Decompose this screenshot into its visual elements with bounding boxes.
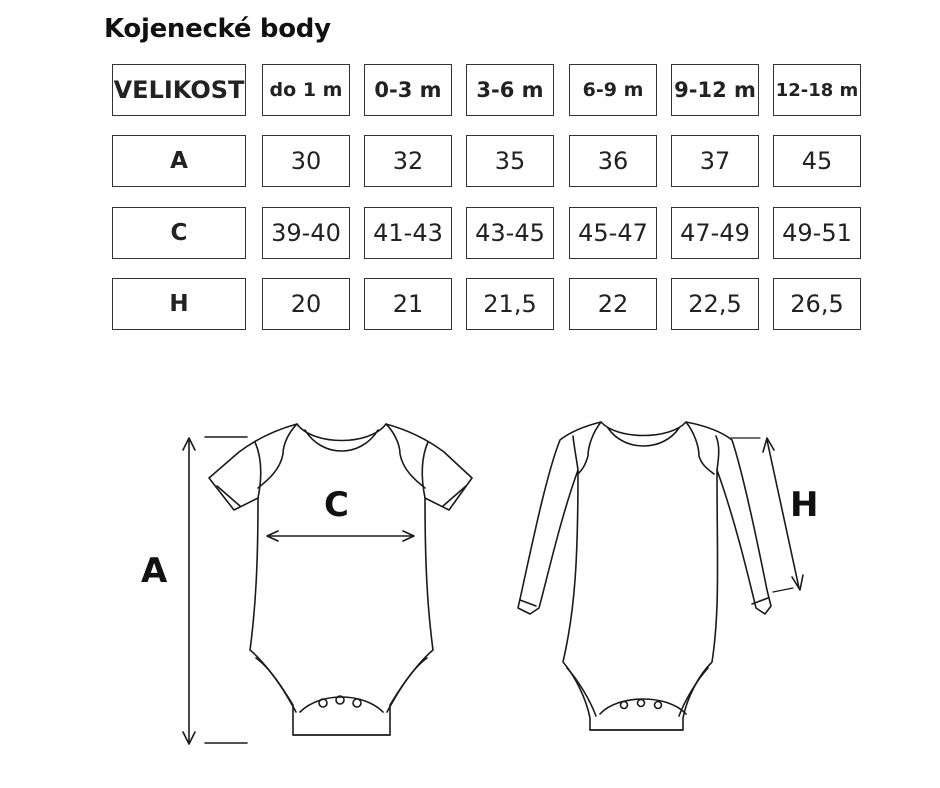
table-cell: 26,5 [773, 278, 861, 330]
measure-label-a: A [141, 551, 168, 591]
short-sleeve-shoulder-flap-right [386, 424, 425, 488]
short-sleeve-leg-trim-left [256, 658, 296, 712]
long-sleeve-seam-right [716, 436, 719, 470]
table-cell: 41-43 [364, 207, 452, 259]
long-sleeve-seam-left [573, 436, 578, 470]
header-cell-size: 9-12 m [671, 64, 759, 116]
table-cell: 22 [569, 278, 657, 330]
short-sleeve-leg-trim-right [387, 658, 427, 712]
header-cell-size: do 1 m [262, 64, 350, 116]
long-sleeve-shoulder-flap-left [578, 422, 601, 474]
table-cell: 45-47 [569, 207, 657, 259]
table-cell: 39-40 [262, 207, 350, 259]
short-sleeve-bodysuit-illustration [209, 424, 472, 735]
table-cell: 30 [262, 135, 350, 187]
row-label-h: H [112, 278, 246, 330]
snap-button [655, 702, 662, 709]
long-sleeve-body-outline [518, 422, 771, 730]
table-cell: 45 [773, 135, 861, 187]
long-sleeve-neck-trim [608, 428, 679, 446]
long-sleeve-leg-trim-right [679, 668, 708, 716]
table-cell: 36 [569, 135, 657, 187]
short-sleeve-shoulder-flap-left [258, 424, 297, 488]
snap-button [621, 702, 628, 709]
short-sleeve-seam-right [422, 442, 428, 498]
table-cell: 35 [466, 135, 554, 187]
snap-button [319, 699, 327, 707]
table-cell: 20 [262, 278, 350, 330]
snap-button [638, 700, 645, 707]
header-cell-size: 0-3 m [364, 64, 452, 116]
snap-button [353, 699, 361, 707]
header-cell-size: 12-18 m [773, 64, 861, 116]
table-cell: 21 [364, 278, 452, 330]
table-cell: 32 [364, 135, 452, 187]
table-cell: 43-45 [466, 207, 554, 259]
long-sleeve-bodysuit-illustration [518, 422, 771, 730]
measure-label-c: C [324, 485, 349, 525]
table-cell: 49-51 [773, 207, 861, 259]
short-sleeve-body-outline [209, 424, 472, 735]
short-sleeve-seam-left [255, 442, 261, 498]
row-label-a: A [112, 135, 246, 187]
table-cell: 21,5 [466, 278, 554, 330]
measure-c-arrow [267, 531, 414, 541]
header-cell-size: 6-9 m [569, 64, 657, 116]
row-label-c: C [112, 207, 246, 259]
measure-a-arrow [183, 437, 247, 744]
table-cell: 22,5 [671, 278, 759, 330]
table-cell: 47-49 [671, 207, 759, 259]
long-sleeve-cuff-left [520, 600, 536, 606]
measure-label-h: H [790, 485, 819, 525]
page-title: Kojenecké body [104, 14, 331, 44]
header-cell-velikost: VELIKOST [112, 64, 246, 116]
header-cell-size: 3-6 m [466, 64, 554, 116]
long-sleeve-shoulder-flap-right [686, 422, 714, 474]
table-cell: 37 [671, 135, 759, 187]
